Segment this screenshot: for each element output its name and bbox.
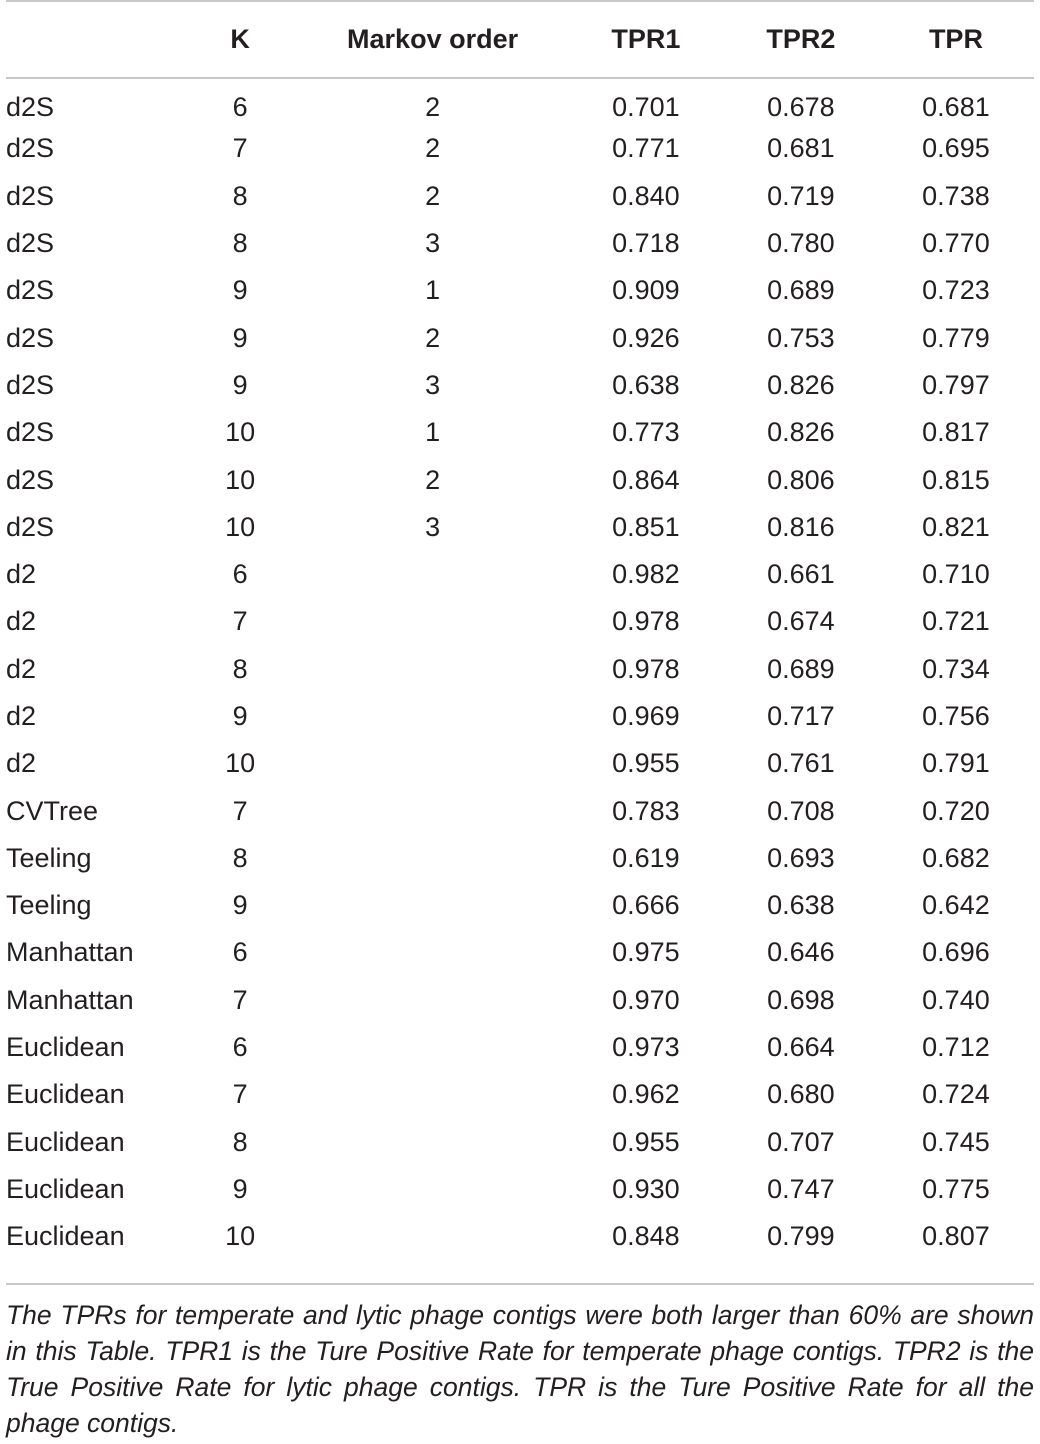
method-cell: d2S (6, 180, 55, 211)
markov-order-cell (297, 646, 568, 693)
markov-order-cell (297, 1071, 568, 1118)
table-row (6, 882, 1034, 929)
tpr2-cell: 0.708 (767, 795, 835, 826)
method-cell: d2S (6, 275, 55, 306)
tpr1-cell: 0.930 (612, 1173, 680, 1204)
k-cell: 9 (232, 701, 248, 731)
table-row (6, 220, 1034, 267)
method-cell: d2 (6, 606, 37, 637)
k-cell: 7 (232, 1079, 248, 1110)
tpr2-cell: 0.638 (767, 890, 835, 921)
method-cell: d2S (6, 369, 55, 400)
tpr-cell: 0.734 (922, 653, 990, 684)
markov-order-cell (297, 835, 568, 882)
tpr1-cell: 0.970 (612, 984, 680, 1015)
k-cell: 6 (232, 91, 248, 122)
tpr2-cell: 0.689 (767, 275, 835, 306)
tpr1-cell: 0.962 (612, 1079, 680, 1110)
tpr2-cell: 0.826 (767, 369, 835, 400)
tpr-cell: 0.775 (922, 1173, 990, 1204)
tpr2-cell: 0.674 (767, 606, 835, 637)
k-cell: 7 (232, 133, 248, 164)
table-row (6, 314, 1034, 361)
table-row (6, 125, 1034, 172)
tpr2-cell: 0.693 (767, 842, 835, 873)
k-cell: 9 (232, 1173, 248, 1204)
markov-order-cell: 2 (425, 180, 441, 211)
tpr1-cell: 0.783 (612, 795, 680, 826)
table-footnote: The TPRs for temperate and lytic phage contigs were both larger than 60% are shown in this Table. TPR1 is the Ture Positive Rate for temperate phage contigs. TPR2 is the True Positive Rate for lytic phage contigs. TPR is the Ture Positive Rate for all the phage contigs. (6, 1283, 1034, 1441)
k-cell: 9 (232, 322, 248, 353)
tpr-cell: 0.723 (922, 275, 990, 306)
table-row (6, 551, 1034, 598)
tpr-cell: 0.791 (922, 748, 990, 779)
tpr-cell: 0.710 (922, 559, 990, 590)
method-cell: Euclidean (6, 1221, 125, 1252)
k-cell: 10 (225, 511, 256, 542)
method-cell: d2 (6, 559, 37, 590)
tpr-cell: 0.642 (922, 890, 990, 921)
tpr1-cell: 0.969 (612, 701, 680, 731)
tpr1-cell: 0.718 (612, 228, 680, 259)
tpr2-cell: 0.806 (767, 464, 835, 495)
tpr1-cell: 0.771 (612, 133, 680, 164)
tpr-cell: 0.682 (922, 842, 990, 873)
tpr-cell: 0.720 (922, 795, 990, 826)
k-cell: 6 (232, 1032, 248, 1063)
tpr2-cell: 0.678 (767, 91, 835, 122)
table-row (6, 456, 1034, 503)
tpr2-cell: 0.753 (767, 322, 835, 353)
table-row (6, 78, 1034, 125)
tpr-cell: 0.815 (922, 464, 990, 495)
table-row (6, 504, 1034, 551)
markov-order-cell (297, 551, 568, 598)
method-cell: d2 (6, 653, 37, 684)
tpr1-cell: 0.955 (612, 748, 680, 779)
tpr1-cell: 0.619 (612, 842, 680, 873)
tpr-cell: 0.807 (922, 1221, 990, 1252)
header-markov-order: Markov order (297, 1, 568, 78)
k-cell: 7 (232, 606, 248, 637)
markov-order-cell (297, 882, 568, 929)
method-cell: CVTree (6, 795, 99, 826)
tpr2-cell: 0.680 (767, 1079, 835, 1110)
k-cell: 9 (232, 890, 248, 921)
method-cell: Manhattan (6, 984, 134, 1015)
tpr1-cell: 0.978 (612, 653, 680, 684)
markov-order-cell (297, 693, 568, 740)
markov-order-cell: 1 (425, 275, 441, 306)
method-cell: Teeling (6, 842, 92, 873)
tpr2-cell: 0.689 (767, 653, 835, 684)
tpr1-cell: 0.851 (612, 511, 680, 542)
tpr-cell: 0.770 (922, 228, 990, 259)
tpr2-cell: 0.698 (767, 984, 835, 1015)
table-row (6, 267, 1034, 314)
markov-order-cell (297, 1213, 568, 1260)
markov-order-cell (297, 1024, 568, 1071)
k-cell: 10 (225, 748, 256, 779)
method-cell: d2S (6, 91, 55, 122)
tpr-cell: 0.797 (922, 369, 990, 400)
markov-order-cell: 3 (425, 511, 441, 542)
method-cell: Euclidean (6, 1173, 125, 1204)
table-row (6, 787, 1034, 834)
method-cell: d2S (6, 322, 55, 353)
k-cell: 7 (232, 795, 248, 826)
tpr2-cell: 0.681 (767, 133, 835, 164)
markov-order-cell: 3 (425, 228, 441, 259)
results-table-container (6, 0, 1034, 1260)
table-row (6, 646, 1034, 693)
table-body (6, 78, 1034, 1260)
tpr-cell: 0.756 (922, 701, 990, 731)
markov-order-cell (297, 929, 568, 976)
method-cell: Teeling (6, 890, 92, 921)
method-cell: d2S (6, 417, 55, 448)
tpr1-cell: 0.701 (612, 91, 680, 122)
tpr-cell: 0.740 (922, 984, 990, 1015)
k-cell: 10 (225, 464, 256, 495)
tpr2-cell: 0.816 (767, 511, 835, 542)
tpr2-cell: 0.719 (767, 180, 835, 211)
k-cell: 10 (225, 1221, 256, 1252)
tpr-cell: 0.738 (922, 180, 990, 211)
table-row (6, 409, 1034, 456)
tpr1-cell: 0.955 (612, 1126, 680, 1157)
tpr1-cell: 0.840 (612, 180, 680, 211)
table-row (6, 1213, 1034, 1260)
k-cell: 8 (232, 180, 248, 211)
tpr2-cell: 0.799 (767, 1221, 835, 1252)
k-cell: 7 (232, 984, 248, 1015)
tpr-cell: 0.695 (922, 133, 990, 164)
tpr1-cell: 0.978 (612, 606, 680, 637)
tpr2-cell: 0.826 (767, 417, 835, 448)
method-cell: d2S (6, 511, 55, 542)
tpr-cell: 0.721 (922, 606, 990, 637)
table-row (6, 1166, 1034, 1213)
table-header (6, 1, 1034, 78)
table-row (6, 835, 1034, 882)
results-table (6, 0, 1034, 1260)
markov-order-cell: 3 (425, 369, 441, 400)
k-cell: 8 (232, 653, 248, 684)
header-k: K (183, 1, 297, 78)
table-row (6, 1119, 1034, 1166)
tpr1-cell: 0.666 (612, 890, 680, 921)
k-cell: 10 (225, 417, 256, 448)
table-row (6, 362, 1034, 409)
tpr2-cell: 0.780 (767, 228, 835, 259)
table-row (6, 929, 1034, 976)
tpr-cell: 0.817 (922, 417, 990, 448)
markov-order-cell (297, 740, 568, 787)
tpr1-cell: 0.982 (612, 559, 680, 590)
tpr2-cell: 0.747 (767, 1173, 835, 1204)
k-cell: 6 (232, 937, 248, 968)
method-cell: d2 (6, 701, 37, 731)
method-cell: Euclidean (6, 1126, 125, 1157)
method-cell: d2S (6, 464, 55, 495)
k-cell: 6 (232, 559, 248, 590)
k-cell: 9 (232, 369, 248, 400)
markov-order-cell (297, 977, 568, 1024)
tpr1-cell: 0.973 (612, 1032, 680, 1063)
markov-order-cell (297, 1166, 568, 1213)
markov-order-cell: 2 (425, 133, 441, 164)
table-row (6, 977, 1034, 1024)
tpr-cell: 0.745 (922, 1126, 990, 1157)
tpr-cell: 0.821 (922, 511, 990, 542)
tpr1-cell: 0.909 (612, 275, 680, 306)
tpr1-cell: 0.864 (612, 464, 680, 495)
tpr2-cell: 0.707 (767, 1126, 835, 1157)
k-cell: 8 (232, 228, 248, 259)
k-cell: 8 (232, 842, 248, 873)
table-row (6, 598, 1034, 645)
table-row (6, 173, 1034, 220)
tpr1-cell: 0.638 (612, 369, 680, 400)
table-row (6, 693, 1034, 740)
tpr2-cell: 0.661 (767, 559, 835, 590)
header-tpr: TPR (878, 1, 1034, 78)
tpr-cell: 0.696 (922, 937, 990, 968)
tpr-cell: 0.724 (922, 1079, 990, 1110)
markov-order-cell (297, 1119, 568, 1166)
markov-order-cell: 2 (425, 91, 441, 122)
k-cell: 8 (232, 1126, 248, 1157)
header-method (6, 1, 183, 78)
markov-order-cell: 1 (425, 417, 441, 448)
method-cell: d2 (6, 748, 37, 779)
method-cell: d2S (6, 228, 55, 259)
header-tpr1: TPR1 (568, 1, 724, 78)
tpr-cell: 0.681 (922, 91, 990, 122)
tpr2-cell: 0.761 (767, 748, 835, 779)
tpr2-cell: 0.664 (767, 1032, 835, 1063)
tpr1-cell: 0.926 (612, 322, 680, 353)
markov-order-cell: 2 (425, 464, 441, 495)
table-row (6, 1071, 1034, 1118)
tpr-cell: 0.779 (922, 322, 990, 353)
tpr2-cell: 0.646 (767, 937, 835, 968)
tpr1-cell: 0.773 (612, 417, 680, 448)
table-row (6, 1024, 1034, 1071)
markov-order-cell (297, 787, 568, 834)
markov-order-cell (297, 598, 568, 645)
k-cell: 9 (232, 275, 248, 306)
tpr1-cell: 0.975 (612, 937, 680, 968)
method-cell: Euclidean (6, 1032, 125, 1063)
method-cell: Euclidean (6, 1079, 125, 1110)
method-cell: Manhattan (6, 937, 134, 968)
header-row (6, 1, 1034, 78)
tpr2-cell: 0.717 (767, 701, 835, 731)
tpr-cell: 0.712 (922, 1032, 990, 1063)
markov-order-cell: 2 (425, 322, 441, 353)
tpr1-cell: 0.848 (612, 1221, 680, 1252)
table-row (6, 740, 1034, 787)
method-cell: d2S (6, 133, 55, 164)
header-tpr2: TPR2 (724, 1, 878, 78)
